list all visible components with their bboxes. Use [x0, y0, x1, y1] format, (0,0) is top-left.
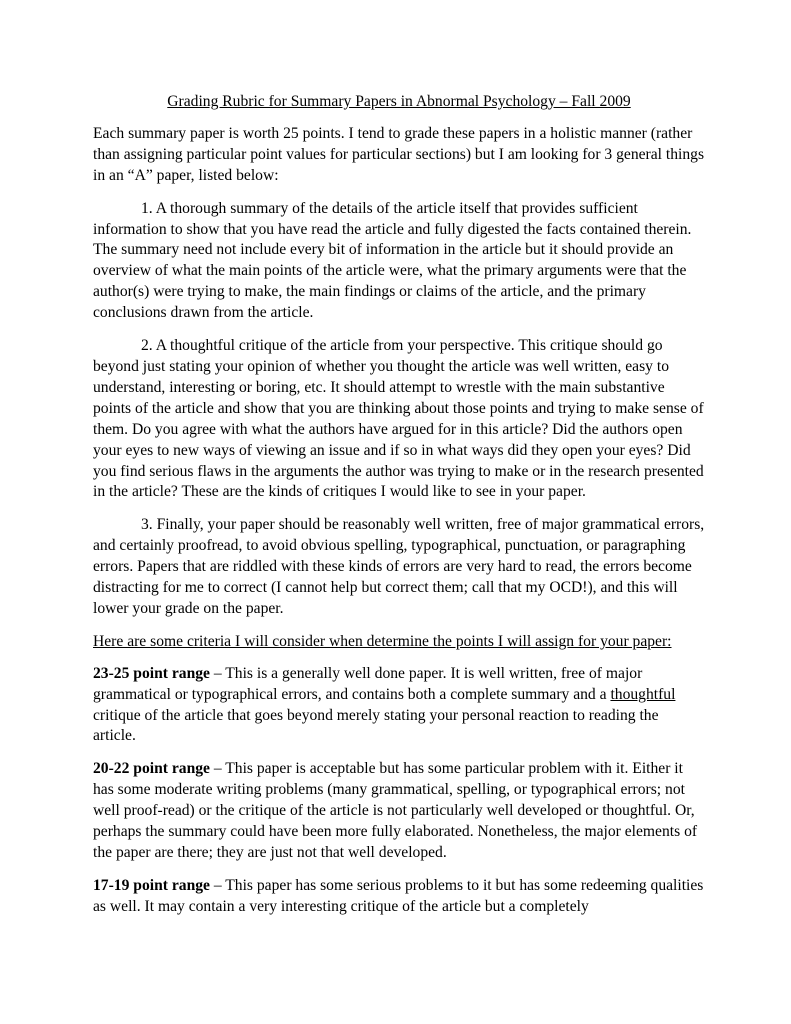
range-paragraph-20-22	[93, 759, 705, 864]
range-paragraph-23-25	[93, 664, 705, 748]
intro-paragraph: Each summary paper is worth 25 points. I tend to grade these papers in a holistic manner (rather than assigning particular point values for particular sections) but I am looking for 3 general things in an “A” paper, listed below:	[93, 124, 705, 184]
range-text: critique of the article that goes beyond merely stating your personal reaction to reading the article.	[93, 706, 659, 745]
range-text: – This paper is acceptable but has some particular problem with it. Either it has some moderate writing problems (many grammatical, spelling, or typographical errors; not well proof-read) or the critique of the article is not particularly well developed or thoughtful. Or, perhaps the summary could have been more fully elaborated. Nonetheless, the major elements of the paper are there; they are just not that well developed.	[93, 760, 698, 861]
document-page	[93, 92, 705, 930]
criteria-heading: Here are some criteria I will consider when determine the points I will assign for your paper:	[93, 632, 672, 650]
range-text: – This paper has some serious problems to it but has some redeeming qualities as well. It may contain a very interesting critique of the article but a completely	[93, 876, 704, 915]
document-title: Grading Rubric for Summary Papers in Abnormal Psychology – Fall 2009	[167, 93, 631, 110]
requirement-item-3: 3. Finally, your paper should be reasonably well written, free of major grammatical errors, and certainly proofread, to avoid obvious spelling, typographical, punctuation, or paragraphing errors. Papers that are riddled with these kinds of errors are very hard to read, the errors become distracting for me to correct (I cannot help but correct them; call that my OCD!), and this will lower your grade on the paper.	[93, 516, 705, 617]
requirement-item-2: 2. A thoughtful critique of the article from your perspective. This critique should go beyond just stating your opinion of whether you thought the article was well written, easy to understand, interesting or boring, etc. It should attempt to wrestle with the main substantive points of the article and show that you are thinking about those points and trying to make sense of them. Do you agree with what the authors have argued for in this article? Did the authors open your eyes to new ways of viewing an issue and if so in what ways did they open your eyes? Did you find serious flaws in the arguments the author was trying to make or in the research presented in the article? These are the kinds of critiques I would like to see in your paper.	[93, 337, 704, 501]
requirement-item-1: 1. A thorough summary of the details of the article itself that provides sufficient information to show that you have read the article and fully digested the facts contained therein. The summary need not include every bit of information in the article but it should provide an overview of what the main points of the article were, what the primary arguments were that the author(s) were trying to make, the main findings or claims of the article, and the primary conclusions drawn from the article.	[93, 199, 692, 322]
range-paragraph-17-19	[93, 876, 705, 918]
range-label: 20-22 point range	[93, 760, 210, 778]
range-label: 23-25 point range	[93, 664, 210, 682]
range-text-emphasis: thoughtful	[610, 685, 676, 703]
range-text: – This is a generally well done paper. It is well written, free of major grammatical or typographical errors, and contains both a complete summary and a	[93, 664, 643, 703]
range-label: 17-19 point range	[93, 876, 210, 894]
